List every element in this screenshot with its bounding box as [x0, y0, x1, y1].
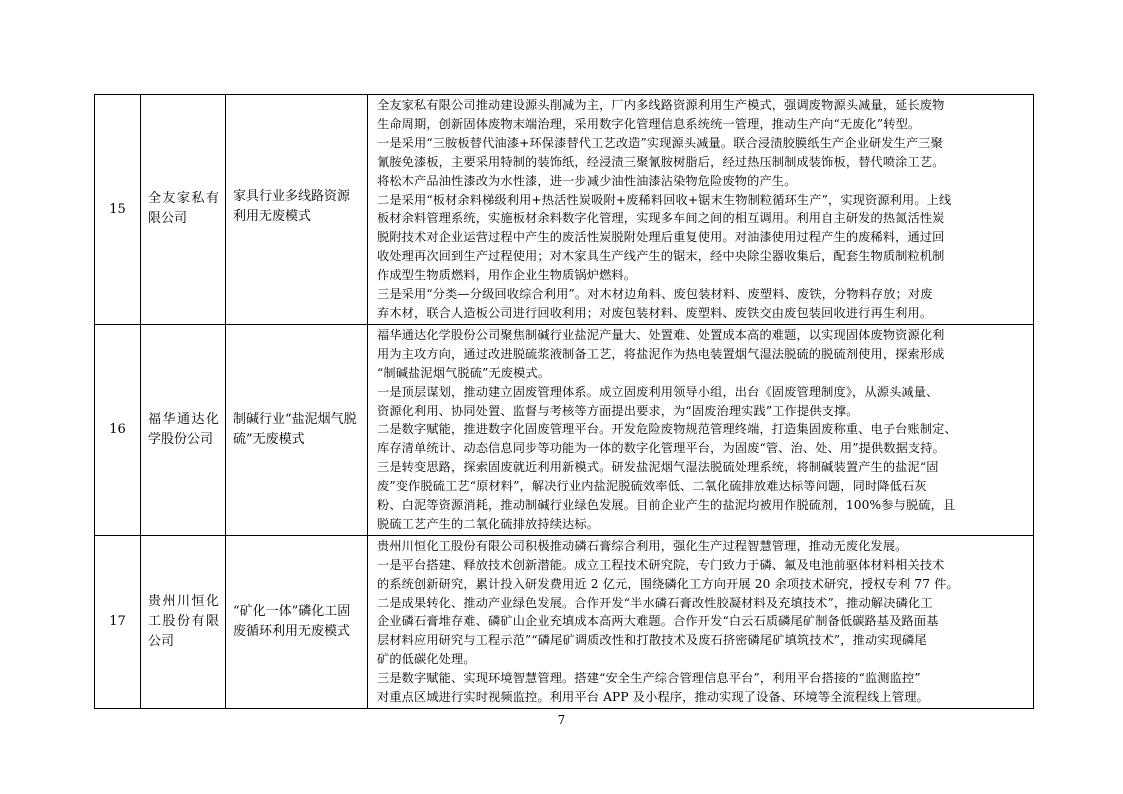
mode-text: “矿化一体”磷化工固废循环利用无废模式 — [233, 603, 351, 639]
description-line: 二是采用“板材余料梯级利用+热活性炭吸附+废稀料回收+锯末生物制粒循环生产”，实现资源利用。上线 — [377, 192, 952, 207]
description-line: 资源化利用、协同处置、监督与考核等方面提出要求，为“固废治理实践”工作提供支撑。 — [377, 403, 859, 418]
description-line: 弃木材，联合人造板公司进行回收利用；对废包装材料、废塑料、废铁交由废包装回收进行再生利用。 — [377, 305, 933, 320]
description-line: 用为主攻方向，通过改进脱硫浆液制备工艺，将盐泥作为热电装置烟气湿法脱硫的脱硫剂使用，探索形成 — [377, 346, 945, 361]
table-row — [95, 535, 1034, 708]
description-cell — [368, 95, 1034, 325]
page-number: 7 — [557, 713, 566, 727]
table-row — [95, 324, 1034, 535]
description-line: 全友家私有限公司推动建设源头削减为主，厂内多线路资源利用生产模式，强调废物源头减量，延长废物 — [377, 98, 945, 112]
table-row — [95, 95, 1034, 325]
mode-name — [226, 535, 368, 708]
mode-name — [226, 95, 368, 325]
description-cell — [368, 535, 1034, 708]
description-line: 企业磷石膏堆存难、磷矿山企业充填成本高两大难题。合作开发“白云石质磷尾矿制备低碳路基及路面基 — [377, 614, 939, 629]
description-line: 脱附技术对企业运营过程中产生的废活性炭脱附处理后重复使用。对油漆使用过程产生的废稀料，通过回 — [377, 230, 945, 245]
description-line: 板材余料管理系统，实施板材余料数字化管理，实现多车间之间的相互调用。利用自主研发的热氮活性炭 — [377, 211, 945, 226]
description-line: 废”变作脱硫工艺“原材料”，解决行业内盐泥脱硫效率低、二氧化硫排放难达标等问题，同时降低石灰 — [377, 479, 927, 494]
company-name: 全友家私有限公司 — [141, 95, 226, 325]
description-line: 贵州川恒化工股份有限公司积极推动磷石膏综合利用，强化生产过程智慧管理，推动无废化发展。 — [377, 538, 908, 553]
description-line: 层材料应用研究与工程示范”“磷尾矿调质改性和打散技术及废石挤密磷尾矿填筑技术”，推动实现磷尾 — [377, 633, 927, 648]
description-line: 将松木产品油性漆改为水性漆，进一步减少油性油漆沾染物危险废物的产生。 — [377, 173, 797, 188]
company-name: 福华通达化学股份公司 — [141, 324, 226, 535]
company-name: 贵州川恒化工股份有限公司 — [141, 535, 226, 708]
description-line: 三是采用“分类—分级回收综合利用”。对木材边角料、废包装材料、废塑料、废铁，分物料存放；对废 — [377, 287, 933, 302]
description-line: 库存清单统计、动态信息同步等功能为一体的数字化管理平台，为固废“管、治、处、用”提供数据支持。 — [377, 441, 945, 456]
description-line: 二是数字赋能，推进数字化固废管理平台。开发危险废物规范管理终端，打造集固废称重、电子台账制定、 — [377, 422, 957, 437]
description-line: 三是转变思路，探索固废就近利用新模式。研发盐泥烟气湿法脱硫处理系统，将制碱装置产生的盐泥“固 — [377, 460, 939, 475]
description-cell — [368, 324, 1034, 535]
description-line: 收处理再次回到生产过程使用；对木家具生产线产生的锯末，经中央除尘器收集后，配套生物质制粒机制 — [377, 249, 945, 264]
description-line: 一是平台搭建、释放技术创新潜能。成立工程技术研究院，专门致力于磷、氟及电池前驱体材料相关技术 — [377, 557, 945, 572]
description-line: “制碱盐泥烟气脱硫”无废模式。 — [377, 365, 551, 380]
description-line: 一是顶层谋划，推动建立固废管理体系。成立固废利用领导小组，出台《固废管理制度》，从源头减量、 — [377, 384, 939, 399]
description-line: 生命周期，创新固体废物末端治理，采用数字化管理信息系统统一管理，推动生产向“无废化”转型。 — [377, 116, 921, 131]
description-line: 三是数字赋能、实现环境智慧管理。搭建“安全生产综合管理信息平台”，利用平台搭接的“监测监控” — [377, 671, 921, 686]
row-number: 16 — [95, 324, 141, 535]
description-line: 福华通达化学股份公司聚焦制碱行业盐泥产量大、处置难、处置成本高的难题，以实现固体废物资源化利 — [377, 327, 945, 342]
description-line: 的系统创新研究，累计投入研发费用近 2 亿元，围绕磷化工方向开展 20 余项技术研究，授权专利 77 件。 — [377, 576, 959, 591]
description-line: 氰胺免漆板，主要采用特制的装饰纸，经浸渍三聚氰胺树脂后，经过热压制制成装饰板，替代喷涂工艺。 — [377, 154, 945, 169]
mode-text: 家具行业多线路资源利用无废模式 — [233, 189, 351, 225]
description-line: 粉、白泥等资源消耗，推动制碱行业绿色发展。目前企业产生的盐泥均被用作脱硫剂，100%参与脱硫，且 — [377, 498, 956, 513]
practice-table — [94, 94, 1034, 709]
description-line: 脱硫工艺产生的二氧化硫排放持续达标。 — [377, 516, 600, 531]
description-line: 二是成果转化、推动产业绿色发展。合作开发“半水磷石膏改性胶凝材料及充填技术”，推动解决磷化工 — [377, 595, 933, 610]
description-line: 作成型生物质燃料，用作企业生物质锅炉燃料。 — [377, 268, 637, 283]
row-number: 17 — [95, 535, 141, 708]
mode-name — [226, 324, 368, 535]
description-line: 一是采用“三胺板替代油漆+环保漆替代工艺改造”实现源头减量。联合浸渍胶膜纸生产企业研发生产三聚 — [377, 135, 943, 150]
mode-text: 制碱行业“盐泥烟气脱硫”无废模式 — [233, 411, 357, 447]
description-line: 矿的低碳化处理。 — [377, 652, 476, 667]
row-number: 15 — [95, 95, 141, 325]
description-line: 对重点区域进行实时视频监控。利用平台 APP 及小程序，推动实现了设备、环境等全流程线上管理。 — [377, 690, 929, 705]
